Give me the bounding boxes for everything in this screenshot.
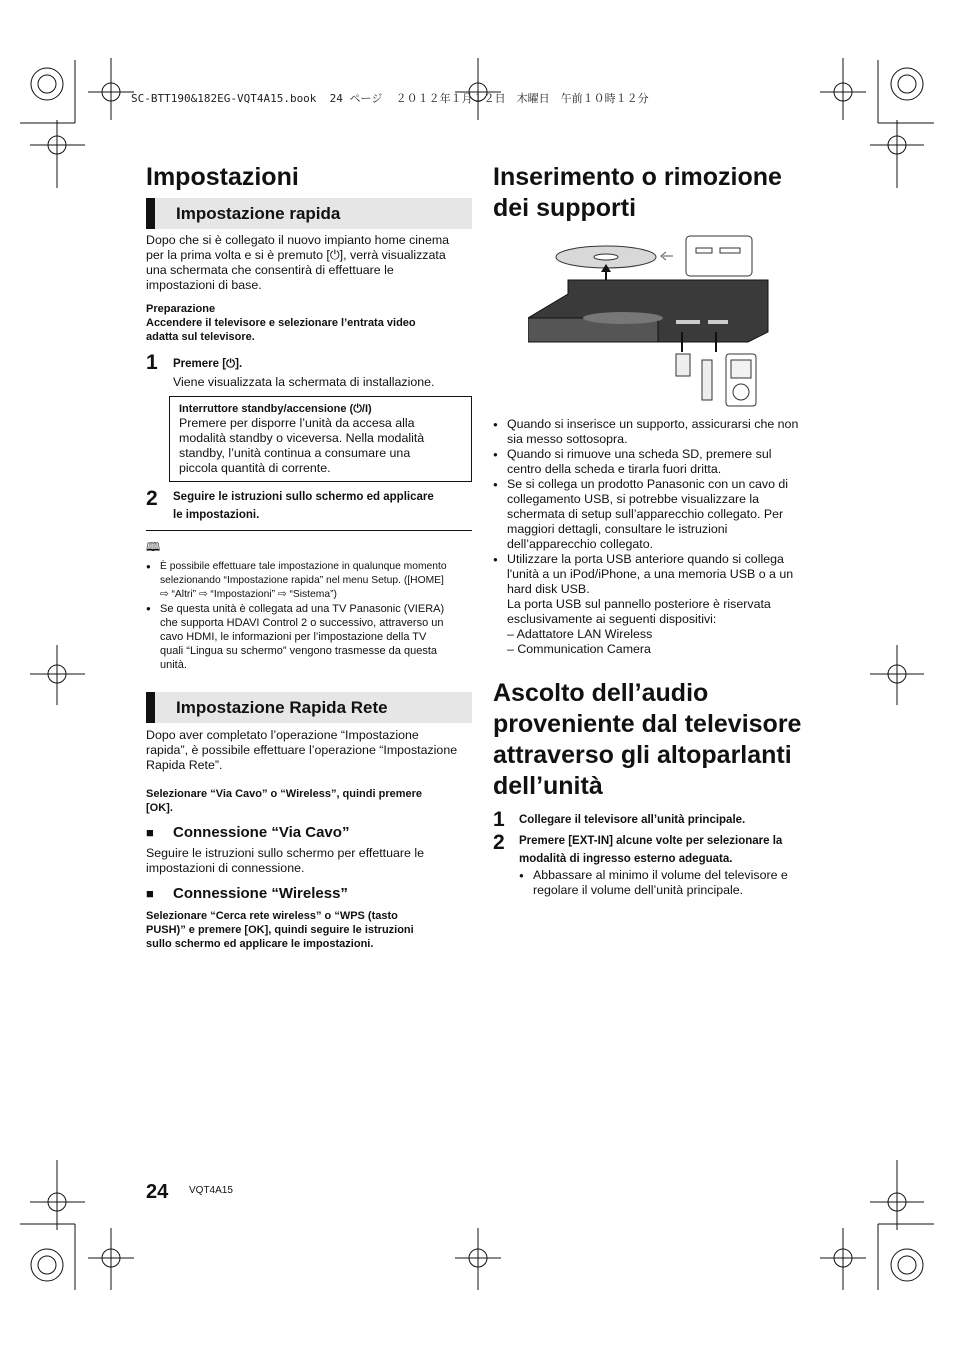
standby-info-box: Interruttore standby/accensione (⏻/I) Premere per disporre l’unità da accesa alla modalità standby o viceversa. Nella modalità standby, l’unità continua a consumare una piccola quantità di corrente. [169, 396, 472, 482]
step-1: 1 Premere [⏻]. [146, 351, 243, 374]
quick-intro: Dopo che si è collegato il nuovo impianto home cinema per la prima volta e si è premuto [⏻], verrà visualizzata una schermata che consentirà di effettuare le impostazioni di base. [146, 233, 450, 292]
audio-step-1: 1 Collegare il televisore all’unità principale. [493, 808, 746, 831]
insertion-notes [493, 417, 818, 657]
preparation: Preparazione Accendere il televisore e selezionare l’entrata video adatta sul televisore. [146, 303, 416, 343]
note-item: ● Se questa unità è collegata ad una TV Panasonic (VIERA) che supporta HDAVI Control 2 o successivo, attraverso un cavo HDMI, le informazioni per l’impostazione della TV quali “Lingua su schermo” vengono trasmesse da questa unità. [146, 602, 472, 672]
left-column [146, 162, 472, 951]
media-insertion-illustration [528, 234, 776, 410]
bullet-item: ● Se si collega un prodotto Panasonic con un cavo di collegamento USB, si potrebbe visualizzare la schermata di setup sull’apparecchio collegato. Per maggiori dettagli, consultare le istruzioni dell’apparecchio collegato. [493, 477, 818, 552]
wireless-text: Selezionare “Cerca rete wireless” o “WPS (tasto PUSH)” e premere [OK], quindi seguire le istruzioni sullo schermo ed applicare le impostazioni. [146, 910, 414, 950]
divider [146, 530, 472, 531]
network-intro: Dopo aver completato l’operazione “Impostazione rapida”, è possibile effettuare l’operazione “Impostazione Rapida Rete”. [146, 728, 458, 772]
heading-impostazione-rapida-rete: Impostazione Rapida Rete [146, 692, 472, 723]
bullet-item: ● Quando si inserisce un supporto, assicurarsi che non sia messo sottosopra. [493, 417, 818, 447]
cable-text: Seguire le istruzioni sullo schermo per effettuare le impostazioni di connessione. [146, 846, 425, 875]
audio-step-2-note: ● Abbassare al minimo il volume del televisore e regolare il volume dell’unità principale. [519, 868, 823, 898]
page-number: 24 [146, 1181, 169, 1203]
bullet-item: ● Quando si rimuove una scheda SD, premere sul centro della scheda e tirarla fuori dritta. [493, 447, 818, 477]
audio-step-2: 2 Premere [EXT-IN] alcune volte per selezionare la modalità di ingresso esterno adeguata. [493, 831, 783, 865]
section-title-ascolto: Ascolto dell’audio proveniente dal televisore attraverso gli altoparlanti dell’unità [493, 679, 802, 800]
note-item: ● È possibile effettuare tale impostazione in qualunque momento selezionando “Impostazione rapida” nel menu Setup. ([HOME] ⇨ “Altri” ⇨ “Impostazioni” ⇨ “Sistema”) [146, 560, 472, 602]
section-title-inserimento: Inserimento o rimozione dei supporti [493, 163, 782, 222]
right-column [493, 162, 823, 224]
step-2: 2 Seguire le istruzioni sullo schermo ed applicare le impostazioni. [146, 487, 434, 521]
wireless-heading: ■ Connessione “Wireless” [146, 885, 348, 902]
audio-section [493, 678, 823, 898]
heading-impostazione-rapida: Impostazione rapida [146, 198, 472, 229]
bullet-item: ● Utilizzare la porta USB anteriore quando si collega l'unità a un iPod/iPhone, a una memoria USB o a un hard disk USB. La porta USB sul pannello posteriore è riservata esclusivamente ai seguenti dispositivi: – Adattatore LAN Wireless – Communication Camera [493, 552, 818, 657]
network-instruction: Selezionare “Via Cavo” o “Wireless”, quindi premere [OK]. [146, 788, 423, 814]
page-header: SC-BTT190&182EG-VQT4A15.book 24 ページ ２０１２年１月１２日 木曜日 午前１０時１２分 [131, 92, 649, 105]
section-title-impostazioni: Impostazioni [146, 163, 299, 191]
document-code: VQT4A15 [189, 1185, 233, 1196]
step-1-sub: Viene visualizzata la schermata di installazione. [173, 375, 435, 389]
cable-heading: ■ Connessione “Via Cavo” [146, 824, 350, 841]
book-icon: 🕮 [146, 540, 161, 554]
